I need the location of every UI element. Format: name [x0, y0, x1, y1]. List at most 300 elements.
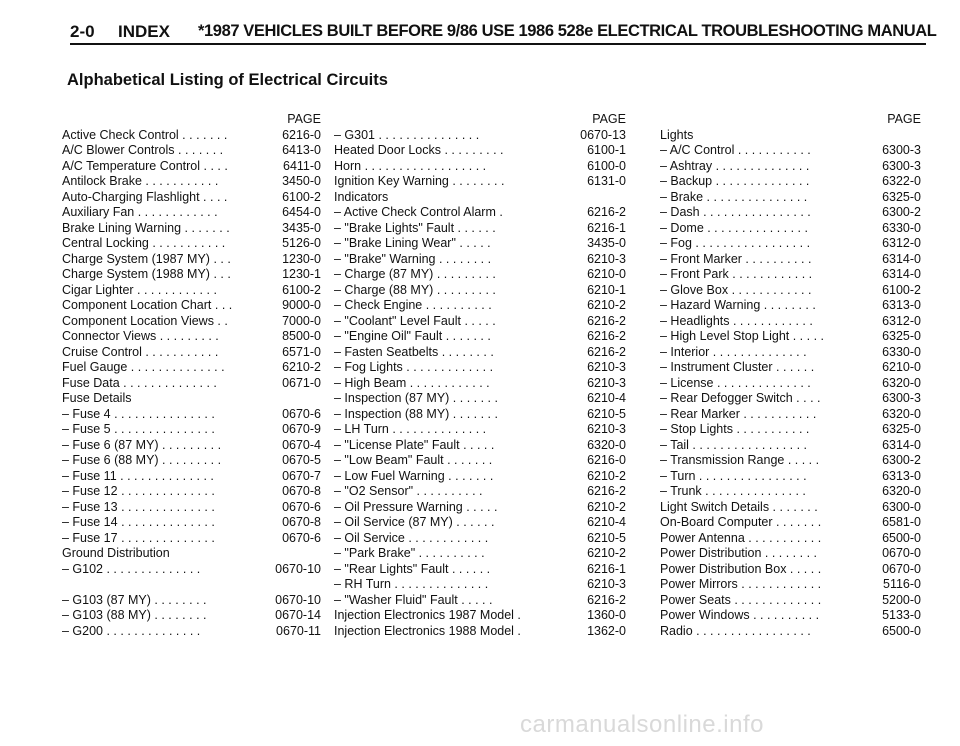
- index-entry: [660, 531, 921, 547]
- index-entry: [660, 484, 921, 500]
- index-entry: [660, 205, 921, 221]
- running-header: [70, 18, 937, 44]
- entry-label: Injection Electronics 1988 Model .: [334, 623, 521, 638]
- entry-label: – High Level Stop Light . . . . .: [660, 329, 824, 343]
- index-entry: [660, 360, 921, 376]
- index-entry: [334, 593, 626, 609]
- index-entry: [62, 469, 321, 485]
- index-entry: [334, 624, 626, 640]
- entry-label: – "Washer Fluid" Fault . . . . .: [334, 592, 493, 607]
- index-entry: [660, 298, 921, 314]
- index-entry: [660, 577, 921, 593]
- index-entry: [62, 624, 321, 640]
- index-column-2: [334, 112, 626, 639]
- index-entry: [660, 283, 921, 299]
- entry-label: Heated Door Locks . . . . . . . . .: [334, 143, 504, 157]
- index-entry: [334, 236, 626, 252]
- entry-label: – Backup . . . . . . . . . . . . . .: [660, 174, 810, 188]
- entry-label: Indicators: [334, 189, 389, 204]
- entry-page: 5133-0: [882, 608, 921, 622]
- entry-label: – Fuse 4 . . . . . . . . . . . . . . .: [62, 406, 215, 421]
- index-entry: [334, 546, 626, 562]
- entry-page: 7000-0: [282, 313, 321, 328]
- entry-label: – Oil Pressure Warning . . . . .: [334, 499, 498, 514]
- index-entry: [62, 593, 321, 609]
- entry-label: Fuel Gauge . . . . . . . . . . . . . .: [62, 360, 225, 374]
- index-column-3: [660, 112, 921, 639]
- entry-label: Power Seats . . . . . . . . . . . . .: [660, 592, 822, 607]
- entry-page: 6216-2: [587, 484, 626, 498]
- manual-title: *1987 VEHICLES BUILT BEFORE 9/86 USE 1986 528e ELECTRICAL TROUBLESHOOTING MANUAL: [198, 22, 937, 40]
- entry-label: – Fog . . . . . . . . . . . . . . . . .: [660, 236, 811, 250]
- entry-label: Charge System (1987 MY) . . .: [62, 251, 231, 266]
- index-entry: [660, 469, 921, 485]
- entry-page: 6313-0: [882, 468, 921, 483]
- watermark: carmanualsonline.info: [520, 711, 764, 738]
- entry-label: Power Windows . . . . . . . . . .: [660, 608, 820, 622]
- index-entry: [660, 593, 921, 609]
- entry-page: 6581-0: [882, 515, 921, 529]
- index-entry: [660, 515, 921, 531]
- entry-page: 6314-0: [882, 437, 921, 452]
- entry-page: 0670-4: [282, 437, 321, 452]
- index-entry: [334, 190, 626, 206]
- index-entry: [334, 159, 626, 175]
- entry-page: 6210-2: [587, 499, 626, 514]
- entry-label: – Fuse 13 . . . . . . . . . . . . . .: [62, 499, 215, 514]
- entry-page: 6210-0: [882, 360, 921, 374]
- index-entry: [62, 329, 321, 345]
- entry-page: 6100-2: [882, 282, 921, 297]
- entry-page: 6210-2: [282, 360, 321, 374]
- index-entry: [62, 500, 321, 516]
- entry-label: On-Board Computer . . . . . . .: [660, 515, 822, 529]
- entry-page: 6411-0: [283, 158, 321, 173]
- entry-label: – Inspection (88 MY) . . . . . . .: [334, 406, 498, 421]
- index-entry: [62, 236, 321, 252]
- entry-page: 0670-7: [282, 468, 321, 483]
- entry-label: Injection Electronics 1987 Model .: [334, 608, 521, 622]
- entry-page: 6210-3: [587, 360, 626, 374]
- entry-label: – "Engine Oil" Fault . . . . . . .: [334, 329, 491, 343]
- index-entry: [62, 391, 321, 407]
- entry-page: 6571-0: [282, 344, 321, 359]
- index-entry: [660, 562, 921, 578]
- entry-page: 6210-5: [587, 406, 626, 421]
- index-entry: [62, 298, 321, 314]
- index-entry: [660, 221, 921, 237]
- entry-label: Fuse Data . . . . . . . . . . . . . .: [62, 375, 217, 390]
- index-entry: [62, 143, 321, 159]
- entry-label: – Charge (88 MY) . . . . . . . . .: [334, 282, 496, 297]
- entry-page: 8500-0: [282, 329, 321, 343]
- entry-page: 6322-0: [882, 174, 921, 188]
- entry-page: 6312-0: [882, 236, 921, 250]
- entry-label: – Headlights . . . . . . . . . . . .: [660, 313, 813, 328]
- index-entry: [660, 391, 921, 407]
- entry-label: – G103 (87 MY) . . . . . . . .: [62, 592, 207, 607]
- entry-page: 6500-0: [882, 623, 921, 638]
- index-entry: [660, 624, 921, 640]
- entry-label: Cigar Lighter . . . . . . . . . . . .: [62, 282, 217, 297]
- entry-label: Ignition Key Warning . . . . . . . .: [334, 174, 505, 188]
- entry-page: 6413-0: [282, 143, 321, 157]
- entry-page: 0670-6: [282, 499, 321, 514]
- entry-label: – Ashtray . . . . . . . . . . . . . .: [660, 158, 810, 173]
- index-entry: [660, 174, 921, 190]
- entry-page: 6100-1: [587, 143, 626, 157]
- entry-page: 6216-2: [587, 329, 626, 343]
- entry-page: 6216-1: [587, 220, 626, 235]
- index-entry: [334, 531, 626, 547]
- index-entry: [660, 422, 921, 438]
- entry-page: 6210-2: [587, 298, 626, 312]
- entry-page: 6300-3: [882, 158, 921, 173]
- index-entry: [660, 252, 921, 268]
- entry-label: – Stop Lights . . . . . . . . . . .: [660, 422, 810, 436]
- entry-label: Power Antenna . . . . . . . . . . .: [660, 530, 822, 545]
- entry-label: – Front Marker . . . . . . . . . .: [660, 251, 812, 266]
- entry-page: 0670-10: [275, 592, 321, 607]
- entry-label: Charge System (1988 MY) . . .: [62, 267, 231, 281]
- entry-label: – License . . . . . . . . . . . . . .: [660, 375, 811, 390]
- entry-label: – G200 . . . . . . . . . . . . . .: [62, 623, 201, 638]
- index-entry: [660, 500, 921, 516]
- entry-page: 0670-9: [282, 422, 321, 436]
- entry-label: – Rear Defogger Switch . . . .: [660, 391, 821, 405]
- entry-label: – Trunk . . . . . . . . . . . . . . .: [660, 484, 806, 498]
- entry-label: – Rear Marker . . . . . . . . . . .: [660, 406, 817, 421]
- entry-label: Light Switch Details . . . . . . .: [660, 499, 818, 514]
- index-entry: [334, 376, 626, 392]
- entry-page: 6330-0: [882, 344, 921, 359]
- entry-page: 6216-2: [587, 313, 626, 328]
- index-entry: [660, 236, 921, 252]
- entry-page: 6300-0: [882, 499, 921, 514]
- index-entry: [334, 422, 626, 438]
- entry-label: Active Check Control . . . . . . .: [62, 127, 228, 142]
- index-entry: [334, 143, 626, 159]
- entry-label: – "O2 Sensor" . . . . . . . . . .: [334, 484, 483, 498]
- entry-page: 6314-0: [882, 267, 921, 281]
- entry-page: 6131-0: [587, 174, 626, 188]
- entry-label: Brake Lining Warning . . . . . . .: [62, 220, 230, 235]
- index-entry: [62, 190, 321, 206]
- index-entry: [334, 360, 626, 376]
- index-entry: [334, 329, 626, 345]
- entry-label: – "Coolant" Level Fault . . . . .: [334, 313, 496, 328]
- entry-page: 1362-0: [587, 623, 626, 638]
- entry-page: 6325-0: [882, 329, 921, 343]
- entry-page: 6325-0: [882, 422, 921, 436]
- index-entry: [334, 577, 626, 593]
- entry-page: 6100-2: [282, 189, 321, 204]
- entry-label: – "Brake Lining Wear" . . . . .: [334, 236, 491, 250]
- entry-label: – Front Park . . . . . . . . . . . .: [660, 267, 813, 281]
- index-entry: [660, 128, 921, 144]
- entry-label: – "Low Beam" Fault . . . . . . .: [334, 453, 493, 467]
- index-entry: [660, 190, 921, 206]
- entry-label: – Fuse 17 . . . . . . . . . . . . . .: [62, 530, 215, 545]
- entry-page: 6210-0: [587, 267, 626, 281]
- entry-page: 6210-3: [587, 422, 626, 436]
- entry-page: 6454-0: [282, 205, 321, 219]
- entry-page: 6320-0: [587, 437, 626, 452]
- index-entry: [660, 453, 921, 469]
- entry-label: – Instrument Cluster . . . . . .: [660, 360, 815, 374]
- index-entry: [62, 515, 321, 531]
- entry-page: 6216-2: [587, 205, 626, 219]
- index-entry: [334, 267, 626, 283]
- entry-page: 6100-0: [587, 158, 626, 173]
- entry-label: Radio . . . . . . . . . . . . . . . . .: [660, 623, 811, 638]
- index-entry: [62, 360, 321, 376]
- entry-page: 6210-2: [587, 546, 626, 560]
- entry-label: – Fuse 12 . . . . . . . . . . . . . .: [62, 484, 215, 498]
- entry-label: Antilock Brake . . . . . . . . . . .: [62, 174, 219, 188]
- entry-label: – Check Engine . . . . . . . . . .: [334, 298, 492, 312]
- entry-page: 6500-0: [882, 530, 921, 545]
- index-entry: [334, 298, 626, 314]
- entry-label: Fuse Details: [62, 391, 132, 405]
- index-entry: [62, 407, 321, 423]
- index-entry: [334, 174, 626, 190]
- index-entry: [660, 407, 921, 423]
- index-entry: [334, 438, 626, 454]
- index-entry: [62, 283, 321, 299]
- entry-label: Auxiliary Fan . . . . . . . . . . . .: [62, 205, 218, 219]
- entry-page: 5126-0: [282, 236, 321, 250]
- entry-page: 0670-8: [282, 484, 321, 498]
- entry-label: – Inspection (87 MY) . . . . . . .: [334, 391, 498, 405]
- entry-label: Power Distribution . . . . . . . .: [660, 546, 817, 560]
- page-title: Alphabetical Listing of Electrical Circuits: [67, 71, 388, 89]
- index-entry: [62, 128, 321, 144]
- entry-label: – Fog Lights . . . . . . . . . . . . .: [334, 360, 494, 374]
- header-rule: [70, 43, 926, 45]
- index-entry: [660, 546, 921, 562]
- entry-page: 6216-2: [587, 344, 626, 359]
- entry-page: 9000-0: [282, 298, 321, 312]
- entry-page: 6210-3: [587, 251, 626, 266]
- entry-label: – Active Check Control Alarm .: [334, 205, 503, 219]
- page-column-header: PAGE: [887, 112, 921, 126]
- entry-page: 6300-3: [882, 143, 921, 157]
- entry-page: 6330-0: [882, 220, 921, 235]
- entry-page: 0670-5: [282, 453, 321, 467]
- entry-page: 0670-0: [882, 561, 921, 576]
- entry-label: Component Location Chart . . .: [62, 298, 233, 312]
- entry-page: 6312-0: [882, 313, 921, 328]
- entry-page: 6216-0: [587, 453, 626, 467]
- entry-label: Horn . . . . . . . . . . . . . . . . . .: [334, 158, 487, 173]
- index-entry: [660, 376, 921, 392]
- entry-label: – Fuse 14 . . . . . . . . . . . . . .: [62, 515, 215, 529]
- entry-page: 6216-1: [587, 561, 626, 576]
- index-entry: [660, 314, 921, 330]
- index-entry: [62, 484, 321, 500]
- entry-page: 6300-2: [882, 205, 921, 219]
- entry-label: – Turn . . . . . . . . . . . . . . . .: [660, 468, 807, 483]
- index-entry: [62, 531, 321, 547]
- index-entry: [62, 174, 321, 190]
- entry-page: 6300-3: [882, 391, 921, 405]
- page-number: 2-0: [70, 22, 95, 41]
- index-entry: [62, 376, 321, 392]
- entry-page: 6210-4: [587, 515, 626, 529]
- index-entry: [62, 438, 321, 454]
- entry-label: – "Park Brake" . . . . . . . . . .: [334, 546, 485, 560]
- entry-label: – A/C Control . . . . . . . . . . .: [660, 143, 811, 157]
- entry-label: – Fuse 11 . . . . . . . . . . . . . .: [62, 468, 214, 483]
- entry-label: – G103 (88 MY) . . . . . . . .: [62, 608, 207, 622]
- entry-page: 6313-0: [882, 298, 921, 312]
- entry-label: – Charge (87 MY) . . . . . . . . .: [334, 267, 496, 281]
- entry-page: 6100-2: [282, 282, 321, 297]
- page-column-header: PAGE: [592, 112, 626, 126]
- entry-label: Central Locking . . . . . . . . . . .: [62, 236, 226, 250]
- entry-page: 1360-0: [587, 608, 626, 622]
- index-entry: [334, 515, 626, 531]
- entry-page: 5200-0: [882, 592, 921, 607]
- index-entry: [62, 453, 321, 469]
- index-entry: [660, 329, 921, 345]
- entry-label: A/C Blower Controls . . . . . . .: [62, 143, 224, 157]
- entry-page: 6210-3: [587, 375, 626, 390]
- entry-label: Power Mirrors . . . . . . . . . . . .: [660, 577, 822, 591]
- entry-page: 6216-2: [587, 592, 626, 607]
- entry-page: 6314-0: [882, 251, 921, 266]
- entry-label: – "Brake" Warning . . . . . . . .: [334, 251, 492, 266]
- entry-label: – RH Turn . . . . . . . . . . . . . .: [334, 577, 489, 591]
- entry-label: – LH Turn . . . . . . . . . . . . . .: [334, 422, 487, 436]
- entry-label: Ground Distribution: [62, 546, 170, 560]
- entry-page: 0670-6: [282, 530, 321, 545]
- entry-label: – Interior . . . . . . . . . . . . . .: [660, 344, 807, 359]
- index-entry: [334, 562, 626, 578]
- index-entry: [334, 314, 626, 330]
- entry-page: 6210-5: [587, 530, 626, 545]
- entry-page: 6320-0: [882, 406, 921, 421]
- entry-page: 1230-0: [282, 251, 321, 266]
- index-entry: [334, 205, 626, 221]
- entry-page: 1230-1: [282, 267, 321, 281]
- index-entry: [660, 438, 921, 454]
- entry-label: – "License Plate" Fault . . . . .: [334, 437, 495, 452]
- entry-label: Lights: [660, 127, 694, 142]
- entry-label: – Hazard Warning . . . . . . . .: [660, 298, 816, 312]
- index-entry: [334, 221, 626, 237]
- entry-label: – Tail . . . . . . . . . . . . . . . . .: [660, 437, 808, 452]
- index-entry: [62, 422, 321, 438]
- entry-label: – Fasten Seatbelts . . . . . . . .: [334, 344, 494, 359]
- index-entry: [660, 159, 921, 175]
- entry-label: Cruise Control . . . . . . . . . . .: [62, 344, 219, 359]
- entry-page: 3435-0: [282, 220, 321, 235]
- index-column-1: [62, 112, 321, 639]
- entry-page: 0670-8: [282, 515, 321, 529]
- entry-label: – High Beam . . . . . . . . . . . .: [334, 375, 490, 390]
- entry-page: 0670-6: [282, 406, 321, 421]
- entry-label: Component Location Views . .: [62, 313, 228, 328]
- entry-label: – "Brake Lights" Fault . . . . . .: [334, 220, 496, 235]
- entry-page: 0671-0: [282, 375, 321, 390]
- index-entry: [660, 345, 921, 361]
- entry-page: 6320-0: [882, 484, 921, 498]
- entry-label: – Dash . . . . . . . . . . . . . . . .: [660, 205, 811, 219]
- index-entry: [334, 453, 626, 469]
- entry-label: – Oil Service (87 MY) . . . . . .: [334, 515, 495, 529]
- entry-label: – Fuse 6 (87 MY) . . . . . . . . .: [62, 437, 222, 452]
- entry-label: – Transmission Range . . . . .: [660, 453, 820, 467]
- index-entry: [62, 608, 321, 624]
- index-entry: [660, 608, 921, 624]
- index-entry: [334, 252, 626, 268]
- entry-page: 0670-13: [580, 127, 626, 142]
- entry-label: Power Distribution Box . . . . .: [660, 561, 822, 576]
- entry-page: 0670-0: [882, 546, 921, 560]
- entry-label: – Dome . . . . . . . . . . . . . . .: [660, 220, 808, 235]
- index-entry: [62, 562, 321, 578]
- index-entry: [62, 267, 321, 283]
- entry-label: – Fuse 5 . . . . . . . . . . . . . . .: [62, 422, 215, 436]
- entry-page: 6210-4: [587, 391, 626, 405]
- entry-page: 0670-10: [275, 561, 321, 576]
- index-entry: [334, 469, 626, 485]
- index-entry: [660, 267, 921, 283]
- entry-label: – "Rear Lights" Fault . . . . . .: [334, 561, 491, 576]
- index-entry: [334, 128, 626, 144]
- index-entry: [334, 391, 626, 407]
- index-entry: [62, 577, 321, 593]
- index-entry: [334, 484, 626, 500]
- index-entry: [62, 205, 321, 221]
- entry-label: Auto-Charging Flashlight . . . .: [62, 189, 228, 204]
- index-entry: [62, 546, 321, 562]
- entry-page: 0670-11: [276, 623, 321, 638]
- index-entry: [334, 608, 626, 624]
- index-entry: [334, 283, 626, 299]
- entry-page: 6325-0: [882, 189, 921, 204]
- index-entry: [62, 252, 321, 268]
- entry-page: 6210-2: [587, 468, 626, 483]
- entry-page: 3450-0: [282, 174, 321, 188]
- entry-page: 3435-0: [587, 236, 626, 250]
- entry-page: 6210-3: [587, 577, 626, 591]
- entry-label: – Glove Box . . . . . . . . . . . .: [660, 282, 812, 297]
- entry-label: Connector Views . . . . . . . . .: [62, 329, 219, 343]
- index-entry: [62, 345, 321, 361]
- entry-page: 5116-0: [883, 577, 921, 591]
- index-entry: [660, 143, 921, 159]
- page-column-header: PAGE: [287, 112, 321, 126]
- entry-label: – G102 . . . . . . . . . . . . . .: [62, 561, 201, 576]
- entry-page: 6300-2: [882, 453, 921, 467]
- entry-page: 6320-0: [882, 375, 921, 390]
- index-entry: [334, 345, 626, 361]
- index-entry: [334, 500, 626, 516]
- entry-label: – Low Fuel Warning . . . . . . .: [334, 468, 494, 483]
- index-entry: [62, 159, 321, 175]
- entry-page: 0670-14: [275, 608, 321, 622]
- entry-label: A/C Temperature Control . . . .: [62, 158, 228, 173]
- index-entry: [62, 221, 321, 237]
- index-entry: [62, 314, 321, 330]
- section-label: INDEX: [118, 22, 170, 41]
- entry-label: – G301 . . . . . . . . . . . . . . .: [334, 127, 480, 142]
- entry-label: – Oil Service . . . . . . . . . . . .: [334, 530, 489, 545]
- entry-label: – Brake . . . . . . . . . . . . . . .: [660, 189, 808, 204]
